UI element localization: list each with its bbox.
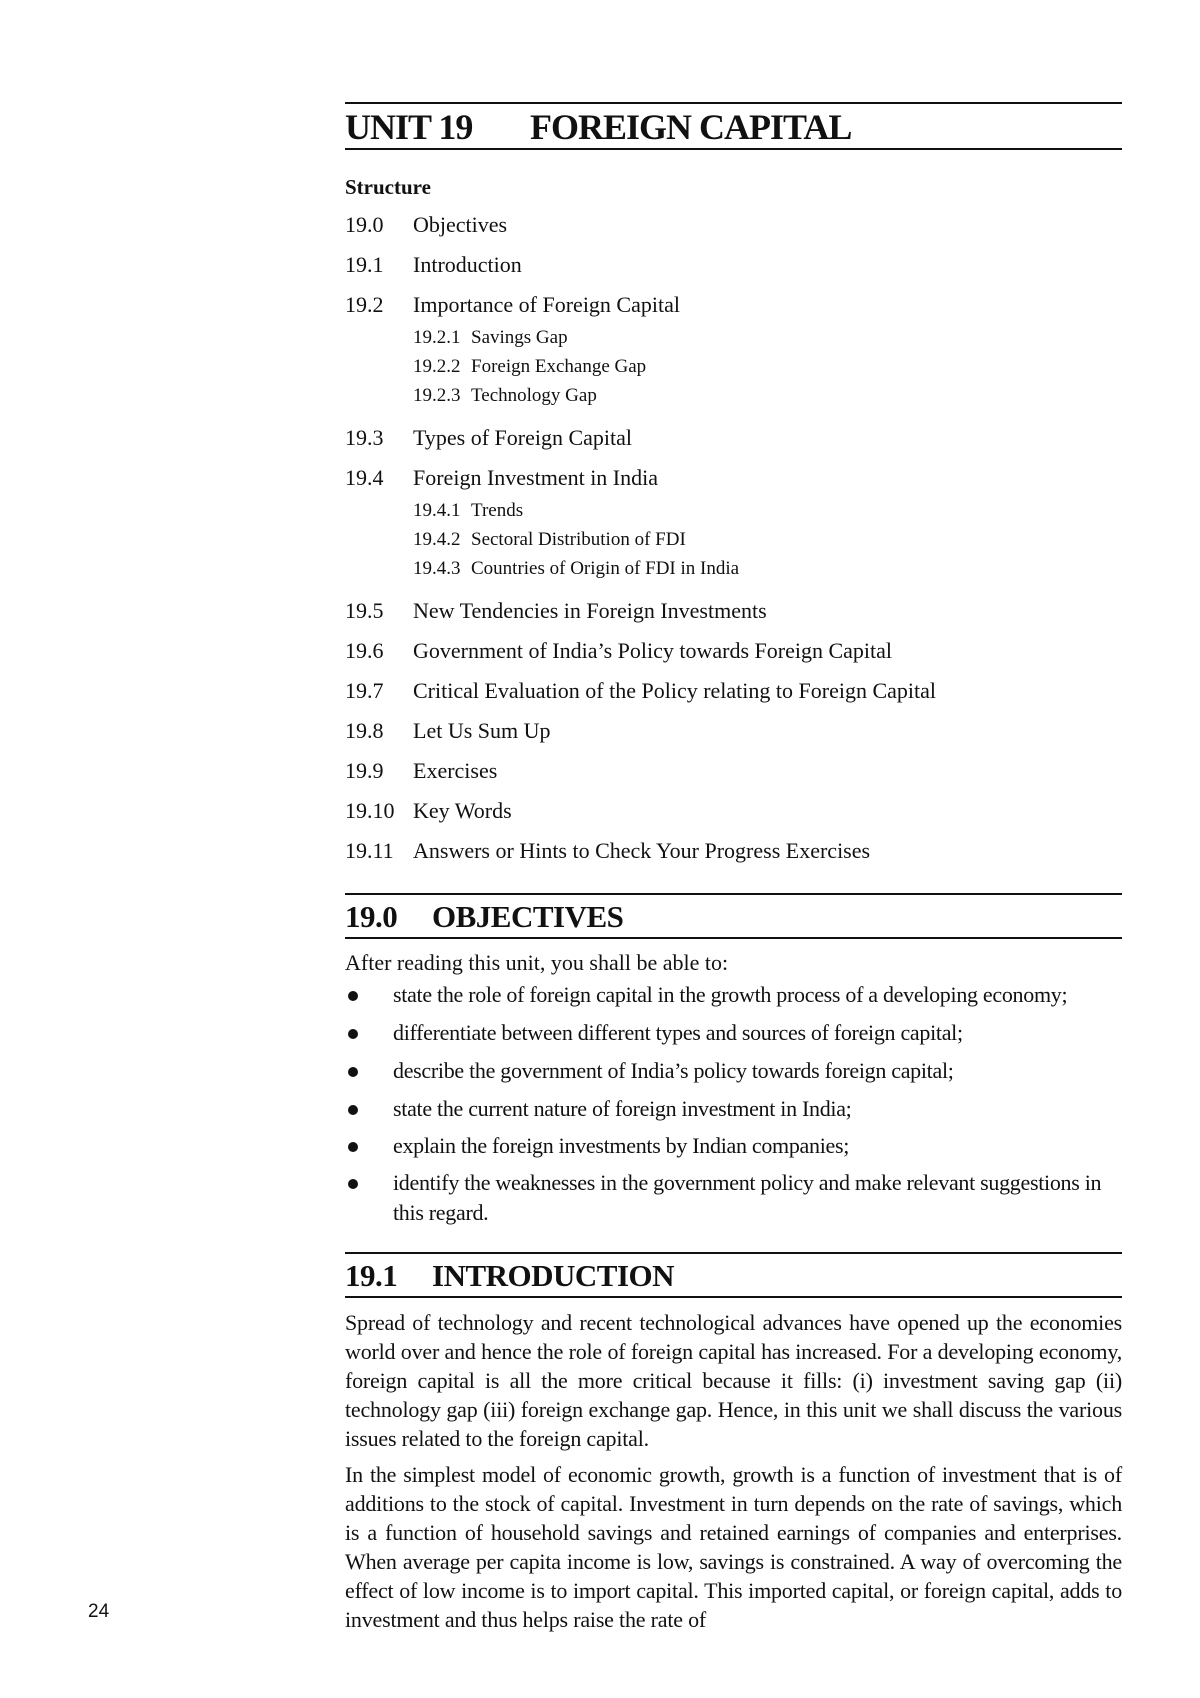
objectives-section-title: OBJECTIVES xyxy=(432,899,624,934)
structure-label: Structure xyxy=(345,175,431,199)
toc-item-number: 19.7 xyxy=(345,678,384,703)
toc-subitem xyxy=(413,499,523,523)
objectives-intro: After reading this unit, you shall be able to: xyxy=(345,950,729,975)
toc-subitem-number: 19.4.1 xyxy=(413,500,461,521)
objective-text: describe the government of India’s policy towards foreign capital; xyxy=(393,1058,954,1083)
toc-subitem xyxy=(413,326,568,350)
toc-subitem-number: 19.2.1 xyxy=(413,327,461,348)
unit-heading xyxy=(345,102,1122,150)
toc-subitem-number: 19.4.2 xyxy=(413,529,461,550)
introduction-paragraph-1: Spread of technology and recent technological advances have opened up the economies world over and hence the role of foreign capital has increased. For a developing economy, foreign capital is all the more critical because it fills: (i) investment saving gap (ii) technology gap (iii) foreign exchange gap. Hence, in this unit we shall discuss the various issues related to the foreign capital. xyxy=(345,1310,1122,1451)
bullet-dot-icon xyxy=(348,1142,358,1152)
toc-item-label: Importance of Foreign Capital xyxy=(413,292,680,317)
toc-subitem-number: 19.2.3 xyxy=(413,385,461,406)
objective-text: state the role of foreign capital in the growth process of a developing economy; xyxy=(393,982,1068,1007)
toc-item-label: Types of Foreign Capital xyxy=(413,425,633,450)
toc-subitem-label: Trends xyxy=(471,500,524,521)
unit-title: FOREIGN CAPITAL xyxy=(530,107,852,147)
toc-item-number: 19.6 xyxy=(345,638,384,663)
toc-item-number: 19.5 xyxy=(345,598,384,623)
toc-item-number: 19.4 xyxy=(345,465,384,490)
toc-subitem-label: Foreign Exchange Gap xyxy=(471,356,647,377)
toc-item-number: 19.0 xyxy=(345,212,384,237)
toc-item-label: Key Words xyxy=(413,798,512,823)
bullet-dot-icon xyxy=(348,1105,358,1115)
toc-item-number: 19.3 xyxy=(345,425,384,450)
objective-text: differentiate between different types and sources of foreign capital; xyxy=(393,1020,963,1045)
toc-item-number: 19.2 xyxy=(345,292,384,317)
introduction-heading xyxy=(345,1252,1122,1298)
toc-item-label: Foreign Investment in India xyxy=(413,465,659,490)
bullet-dot-icon xyxy=(348,1067,358,1077)
toc-subitem xyxy=(413,355,646,379)
introduction-section-number: 19.1 xyxy=(345,1258,398,1293)
toc-subitem xyxy=(413,384,597,408)
toc-subitem xyxy=(413,528,686,552)
toc-item-number: 19.11 xyxy=(345,838,394,863)
toc-item-number: 19.9 xyxy=(345,758,384,783)
toc-subitem-number: 19.4.3 xyxy=(413,558,461,579)
objectives-heading xyxy=(345,893,1122,939)
toc-item-label: Answers or Hints to Check Your Progress Exercises xyxy=(413,838,871,863)
toc-item-label: Let Us Sum Up xyxy=(413,718,551,743)
toc-item-label: Exercises xyxy=(413,758,498,783)
objectives-section-number: 19.0 xyxy=(345,899,398,934)
toc-subitem-number: 19.2.2 xyxy=(413,356,461,377)
bullet-dot-icon xyxy=(348,1179,358,1189)
toc-item-number: 19.1 xyxy=(345,252,384,277)
bullet-dot-icon xyxy=(348,991,358,1001)
page-number: 24 xyxy=(88,1601,110,1622)
objective-text: explain the foreign investments by Indian companies; xyxy=(393,1133,850,1158)
toc-item-number: 19.8 xyxy=(345,718,384,743)
toc-item-label: Government of India’s Policy towards Foreign Capital xyxy=(413,638,893,663)
toc-item-label: New Tendencies in Foreign Investments xyxy=(413,598,767,623)
objective-text: state the current nature of foreign investment in India; xyxy=(393,1096,852,1121)
toc-subitem-label: Technology Gap xyxy=(471,385,597,406)
toc-subitem-label: Countries of Origin of FDI in India xyxy=(471,558,740,579)
toc-item-label: Introduction xyxy=(413,252,522,277)
toc-subitem-label: Savings Gap xyxy=(471,327,568,348)
objective-text: identify the weaknesses in the government policy and make relevant suggestions in this regard. xyxy=(393,1170,1102,1225)
toc-item-label: Objectives xyxy=(413,212,508,237)
toc-item-number: 19.10 xyxy=(345,798,395,823)
bullet-dot-icon xyxy=(348,1029,358,1039)
toc-item-label: Critical Evaluation of the Policy relating to Foreign Capital xyxy=(413,678,936,703)
introduction-section-title: INTRODUCTION xyxy=(432,1258,675,1293)
introduction-paragraph-2: In the simplest model of economic growth, growth is a function of investment that is of additions to the stock of capital. Investment in turn depends on the rate of savings, which is a function of household savings and retained earnings of companies and enterprises. When average per capita income is low, savings is constrained. A way of overcoming the effect of low income is to import capital. This imported capital, or foreign capital, adds to investment and thus helps raise the rate of xyxy=(345,1462,1122,1632)
toc-subitem xyxy=(413,557,739,581)
unit-number: UNIT 19 xyxy=(345,107,473,147)
toc-subitem-label: Sectoral Distribution of FDI xyxy=(471,529,686,550)
